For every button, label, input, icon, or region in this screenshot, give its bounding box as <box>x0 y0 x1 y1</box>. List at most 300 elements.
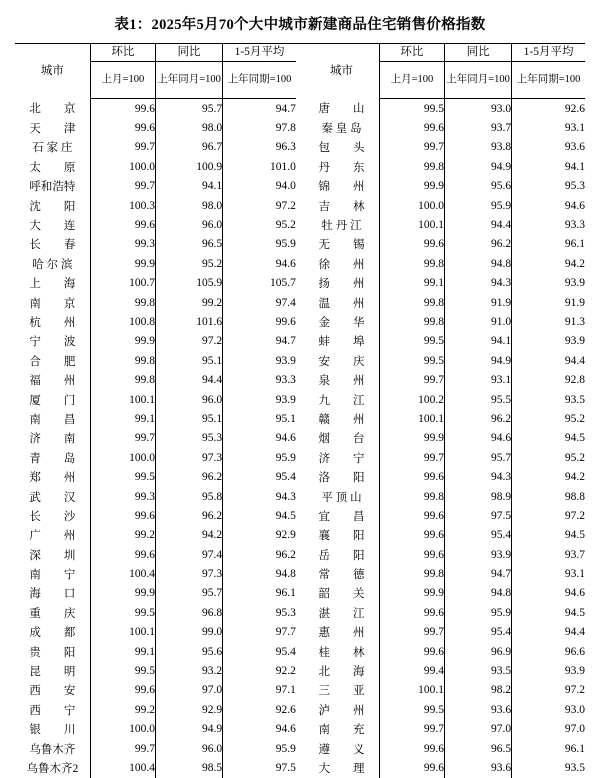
avg-value-left: 94.5 <box>223 506 296 525</box>
city-name-left: 长 沙 <box>29 510 76 523</box>
mom-value-left: 99.6 <box>90 118 155 137</box>
city-name-left: 石 家 庄 <box>32 142 73 155</box>
avg-value-right: 94.4 <box>512 351 585 370</box>
yoy-value-left: 95.7 <box>155 584 222 603</box>
yoy-value-left: 95.6 <box>155 642 222 661</box>
city-name-right: 常 德 <box>318 569 365 582</box>
avg-value-right: 93.6 <box>512 138 585 157</box>
header-mom-right: 环比 <box>379 44 444 62</box>
mom-value-right: 99.6 <box>379 467 444 486</box>
city-name-left: 重 庆 <box>29 607 76 620</box>
mom-value-right: 99.7 <box>379 623 444 642</box>
mom-value-right: 99.5 <box>379 700 444 719</box>
city-name-right: 岳 阳 <box>318 549 365 562</box>
center-gutter <box>296 138 304 157</box>
avg-value-left: 95.2 <box>223 215 296 234</box>
city-name-right: 唐 山 <box>318 103 365 116</box>
mom-value-right: 99.9 <box>379 584 444 603</box>
table-row <box>15 274 585 293</box>
avg-value-left: 95.3 <box>223 603 296 622</box>
city-name-right: 秦 皇 岛 <box>321 123 362 136</box>
yoy-value-right: 95.4 <box>445 526 512 545</box>
city-name-right: 牡 丹 江 <box>321 220 362 233</box>
mom-value-right: 100.1 <box>379 681 444 700</box>
avg-value-right: 97.0 <box>512 720 585 739</box>
header-avg-base-right: 上年同期=100 <box>512 62 585 99</box>
mom-value-left: 99.7 <box>90 138 155 157</box>
avg-value-left: 95.9 <box>223 739 296 758</box>
center-gutter <box>296 758 304 777</box>
yoy-value-right: 93.0 <box>445 99 512 119</box>
center-gutter <box>296 293 304 312</box>
mom-value-left: 100.0 <box>90 720 155 739</box>
yoy-value-right: 93.6 <box>445 758 512 777</box>
city-name-left: 合 肥 <box>29 355 76 368</box>
mom-value-right: 99.8 <box>379 254 444 273</box>
center-gutter <box>296 312 304 331</box>
header-yoy-base-left: 上年同月=100 <box>155 62 222 99</box>
city-name-right: 扬 州 <box>318 278 365 291</box>
yoy-value-left: 96.2 <box>155 506 222 525</box>
table-row <box>15 739 585 758</box>
yoy-value-left: 95.7 <box>155 99 222 119</box>
table-row <box>15 661 585 680</box>
mom-value-left: 99.7 <box>90 739 155 758</box>
mom-value-right: 99.7 <box>379 448 444 467</box>
yoy-value-left: 96.0 <box>155 215 222 234</box>
table-row <box>15 487 585 506</box>
yoy-value-right: 95.5 <box>445 390 512 409</box>
city-name-left: 青 岛 <box>29 452 76 465</box>
city-name-right: 宜 昌 <box>318 510 365 523</box>
center-gutter <box>296 99 304 119</box>
header-avg-left: 1-5月平均 <box>223 44 296 62</box>
yoy-value-right: 94.9 <box>445 351 512 370</box>
yoy-value-left: 100.9 <box>155 157 222 176</box>
mom-value-left: 99.6 <box>90 99 155 119</box>
city-name-left: 杭 州 <box>29 316 76 329</box>
mom-value-left: 99.8 <box>90 370 155 389</box>
yoy-value-right: 93.1 <box>445 370 512 389</box>
center-gutter <box>296 448 304 467</box>
table-row <box>15 99 585 119</box>
mom-value-right: 100.0 <box>379 196 444 215</box>
header-city-right: 城市 <box>304 44 379 99</box>
avg-value-right: 92.8 <box>512 370 585 389</box>
yoy-value-right: 94.6 <box>445 429 512 448</box>
yoy-value-left: 99.0 <box>155 623 222 642</box>
mom-value-right: 100.1 <box>379 409 444 428</box>
city-name-left: 深 圳 <box>29 549 76 562</box>
mom-value-right: 99.5 <box>379 351 444 370</box>
table-row <box>15 196 585 215</box>
center-gutter-header <box>296 44 304 62</box>
yoy-value-left: 96.0 <box>155 739 222 758</box>
table-row <box>15 545 585 564</box>
avg-value-right: 91.3 <box>512 312 585 331</box>
avg-value-left: 95.4 <box>223 642 296 661</box>
center-gutter <box>296 506 304 525</box>
yoy-value-right: 94.9 <box>445 157 512 176</box>
mom-value-left: 99.8 <box>90 351 155 370</box>
header-yoy-left: 同比 <box>155 44 222 62</box>
city-name-left: 大 连 <box>29 220 76 233</box>
city-name-right: 三 亚 <box>318 685 365 698</box>
center-gutter <box>296 351 304 370</box>
yoy-value-right: 95.9 <box>445 603 512 622</box>
city-name-right: 锦 州 <box>318 181 365 194</box>
city-name-right: 温 州 <box>318 297 365 310</box>
mom-value-left: 100.7 <box>90 274 155 293</box>
mom-value-left: 99.2 <box>90 526 155 545</box>
center-gutter <box>296 545 304 564</box>
avg-value-right: 92.6 <box>512 99 585 119</box>
table-row <box>15 564 585 583</box>
yoy-value-left: 93.2 <box>155 661 222 680</box>
yoy-value-left: 98.0 <box>155 118 222 137</box>
city-name-right: 九 江 <box>318 394 365 407</box>
table-row <box>15 758 585 777</box>
mom-value-right: 99.6 <box>379 235 444 254</box>
table-header-row-sub <box>15 62 585 99</box>
center-gutter <box>296 409 304 428</box>
city-name-right: 蚌 埠 <box>318 336 365 349</box>
avg-value-left: 97.8 <box>223 118 296 137</box>
table-row <box>15 623 585 642</box>
yoy-value-left: 96.0 <box>155 390 222 409</box>
avg-value-right: 93.1 <box>512 564 585 583</box>
yoy-value-right: 95.9 <box>445 196 512 215</box>
header-city-left: 城市 <box>15 44 90 99</box>
city-name-left: 上 海 <box>29 278 76 291</box>
header-yoy-right: 同比 <box>445 44 512 62</box>
city-name-left: 南 昌 <box>29 413 76 426</box>
mom-value-left: 99.3 <box>90 487 155 506</box>
yoy-value-right: 94.4 <box>445 215 512 234</box>
yoy-value-left: 95.1 <box>155 409 222 428</box>
yoy-value-left: 92.9 <box>155 700 222 719</box>
center-gutter <box>296 118 304 137</box>
mom-value-right: 99.8 <box>379 293 444 312</box>
avg-value-right: 93.5 <box>512 758 585 777</box>
avg-value-right: 94.2 <box>512 467 585 486</box>
mom-value-right: 99.6 <box>379 526 444 545</box>
yoy-value-left: 95.2 <box>155 254 222 273</box>
city-name-right: 遵 义 <box>318 743 365 756</box>
table-header-row-top <box>15 44 585 62</box>
city-name-right: 韶 关 <box>318 588 365 601</box>
mom-value-left: 99.2 <box>90 700 155 719</box>
city-name-right: 南 充 <box>318 724 365 737</box>
center-gutter <box>296 157 304 176</box>
yoy-value-right: 95.4 <box>445 623 512 642</box>
header-avg-right: 1-5月平均 <box>512 44 585 62</box>
avg-value-left: 92.6 <box>223 700 296 719</box>
yoy-value-right: 95.6 <box>445 177 512 196</box>
yoy-value-right: 94.1 <box>445 332 512 351</box>
city-name-left: 武 汉 <box>29 491 76 504</box>
mom-value-left: 100.0 <box>90 157 155 176</box>
table-row <box>15 293 585 312</box>
table-row <box>15 642 585 661</box>
yoy-value-right: 95.7 <box>445 448 512 467</box>
city-name-right: 惠 州 <box>318 627 365 640</box>
yoy-value-right: 94.3 <box>445 467 512 486</box>
avg-value-left: 94.6 <box>223 429 296 448</box>
yoy-value-left: 105.9 <box>155 274 222 293</box>
mom-value-right: 99.8 <box>379 312 444 331</box>
mom-value-left: 99.8 <box>90 293 155 312</box>
mom-value-left: 99.6 <box>90 681 155 700</box>
avg-value-left: 99.6 <box>223 312 296 331</box>
table-row <box>15 448 585 467</box>
mom-value-left: 100.4 <box>90 564 155 583</box>
avg-value-left: 95.4 <box>223 467 296 486</box>
city-name-right: 包 头 <box>318 142 365 155</box>
yoy-value-right: 94.3 <box>445 274 512 293</box>
table-row <box>15 720 585 739</box>
city-name-left: 西 安 <box>29 685 76 698</box>
center-gutter <box>296 487 304 506</box>
avg-value-left: 97.7 <box>223 623 296 642</box>
center-gutter <box>296 235 304 254</box>
avg-value-left: 97.2 <box>223 196 296 215</box>
yoy-value-right: 98.2 <box>445 681 512 700</box>
mom-value-right: 99.6 <box>379 758 444 777</box>
avg-value-right: 93.7 <box>512 545 585 564</box>
table-row <box>15 312 585 331</box>
city-name-left: 沈 阳 <box>29 200 76 213</box>
mom-value-right: 99.8 <box>379 157 444 176</box>
mom-value-left: 99.5 <box>90 661 155 680</box>
mom-value-right: 100.2 <box>379 390 444 409</box>
yoy-value-left: 96.8 <box>155 603 222 622</box>
avg-value-left: 97.5 <box>223 758 296 777</box>
yoy-value-right: 93.8 <box>445 138 512 157</box>
avg-value-right: 94.1 <box>512 157 585 176</box>
center-gutter <box>296 370 304 389</box>
yoy-value-left: 97.4 <box>155 545 222 564</box>
mom-value-right: 99.6 <box>379 118 444 137</box>
table-body <box>15 99 585 778</box>
avg-value-right: 94.2 <box>512 254 585 273</box>
mom-value-left: 100.4 <box>90 758 155 777</box>
mom-value-right: 99.4 <box>379 661 444 680</box>
center-gutter <box>296 274 304 293</box>
yoy-value-left: 97.3 <box>155 564 222 583</box>
avg-value-right: 93.3 <box>512 215 585 234</box>
yoy-value-left: 95.8 <box>155 487 222 506</box>
center-gutter <box>296 467 304 486</box>
table-row <box>15 429 585 448</box>
avg-value-right: 96.1 <box>512 235 585 254</box>
mom-value-right: 100.1 <box>379 215 444 234</box>
mom-value-right: 99.6 <box>379 739 444 758</box>
yoy-value-right: 94.8 <box>445 254 512 273</box>
city-name-left: 乌鲁木齐2 <box>26 762 79 775</box>
table-row <box>15 157 585 176</box>
avg-value-right: 97.2 <box>512 506 585 525</box>
center-gutter <box>296 332 304 351</box>
center-gutter <box>296 661 304 680</box>
avg-value-right: 93.9 <box>512 661 585 680</box>
city-name-right: 赣 州 <box>318 413 365 426</box>
avg-value-right: 95.3 <box>512 177 585 196</box>
center-gutter <box>296 526 304 545</box>
avg-value-right: 95.2 <box>512 448 585 467</box>
avg-value-right: 93.5 <box>512 390 585 409</box>
city-name-right: 桂 林 <box>318 646 365 659</box>
yoy-value-right: 93.6 <box>445 700 512 719</box>
city-name-right: 湛 江 <box>318 607 365 620</box>
mom-value-right: 99.1 <box>379 274 444 293</box>
mom-value-left: 99.9 <box>90 332 155 351</box>
table-row <box>15 390 585 409</box>
city-name-right: 洛 阳 <box>318 472 365 485</box>
city-name-right: 济 宁 <box>318 452 365 465</box>
yoy-value-right: 98.9 <box>445 487 512 506</box>
center-gutter <box>296 429 304 448</box>
city-name-right: 徐 州 <box>318 258 365 271</box>
table-row <box>15 177 585 196</box>
mom-value-left: 99.6 <box>90 545 155 564</box>
yoy-value-right: 94.7 <box>445 564 512 583</box>
avg-value-left: 93.9 <box>223 351 296 370</box>
city-name-left: 长 春 <box>29 239 76 252</box>
header-mom-base-right: 上月=100 <box>379 62 444 99</box>
city-name-right: 无 锡 <box>318 239 365 252</box>
mom-value-left: 99.6 <box>90 506 155 525</box>
mom-value-left: 99.6 <box>90 215 155 234</box>
center-gutter <box>296 681 304 700</box>
avg-value-left: 101.0 <box>223 157 296 176</box>
table-row <box>15 138 585 157</box>
yoy-value-left: 98.5 <box>155 758 222 777</box>
table-row <box>15 370 585 389</box>
table-row <box>15 526 585 545</box>
city-name-left: 西 宁 <box>29 704 76 717</box>
yoy-value-left: 94.2 <box>155 526 222 545</box>
city-name-left: 北 京 <box>29 103 76 116</box>
avg-value-right: 96.1 <box>512 739 585 758</box>
avg-value-right: 94.5 <box>512 429 585 448</box>
avg-value-left: 96.1 <box>223 584 296 603</box>
yoy-value-left: 96.2 <box>155 467 222 486</box>
avg-value-left: 94.8 <box>223 564 296 583</box>
city-name-left: 福 州 <box>29 375 76 388</box>
yoy-value-left: 99.2 <box>155 293 222 312</box>
avg-value-left: 95.9 <box>223 448 296 467</box>
avg-value-right: 94.4 <box>512 623 585 642</box>
table-row <box>15 254 585 273</box>
table-row <box>15 700 585 719</box>
mom-value-right: 99.9 <box>379 429 444 448</box>
mom-value-right: 99.7 <box>379 720 444 739</box>
city-name-left: 海 口 <box>29 588 76 601</box>
city-name-left: 南 京 <box>29 297 76 310</box>
yoy-value-right: 93.9 <box>445 545 512 564</box>
mom-value-left: 99.9 <box>90 584 155 603</box>
yoy-value-left: 95.1 <box>155 351 222 370</box>
mom-value-left: 99.3 <box>90 235 155 254</box>
mom-value-left: 100.3 <box>90 196 155 215</box>
city-name-right: 大 理 <box>318 762 365 775</box>
yoy-value-left: 97.2 <box>155 332 222 351</box>
city-name-right: 吉 林 <box>318 200 365 213</box>
yoy-value-right: 97.5 <box>445 506 512 525</box>
yoy-value-right: 96.5 <box>445 739 512 758</box>
yoy-value-left: 96.7 <box>155 138 222 157</box>
header-mom-left: 环比 <box>90 44 155 62</box>
avg-value-right: 94.5 <box>512 603 585 622</box>
mom-value-right: 99.6 <box>379 603 444 622</box>
mom-value-left: 100.8 <box>90 312 155 331</box>
yoy-value-right: 96.9 <box>445 642 512 661</box>
city-name-left: 呼和浩特 <box>29 181 76 194</box>
center-gutter <box>296 720 304 739</box>
avg-value-right: 94.5 <box>512 526 585 545</box>
avg-value-left: 95.1 <box>223 409 296 428</box>
avg-value-left: 94.6 <box>223 254 296 273</box>
avg-value-right: 93.9 <box>512 332 585 351</box>
table-row <box>15 118 585 137</box>
avg-value-right: 95.2 <box>512 409 585 428</box>
center-gutter <box>296 603 304 622</box>
mom-value-left: 99.9 <box>90 254 155 273</box>
yoy-value-left: 97.0 <box>155 681 222 700</box>
yoy-value-right: 97.0 <box>445 720 512 739</box>
city-name-right: 烟 台 <box>318 433 365 446</box>
avg-value-left: 93.3 <box>223 370 296 389</box>
center-gutter <box>296 700 304 719</box>
header-avg-base-left: 上年同期=100 <box>223 62 296 99</box>
table-row <box>15 235 585 254</box>
mom-value-left: 99.1 <box>90 409 155 428</box>
table-row <box>15 603 585 622</box>
mom-value-right: 99.6 <box>379 642 444 661</box>
center-gutter <box>296 642 304 661</box>
city-name-right: 北 海 <box>318 666 365 679</box>
mom-value-right: 99.9 <box>379 177 444 196</box>
center-gutter <box>296 623 304 642</box>
avg-value-right: 94.6 <box>512 196 585 215</box>
avg-value-left: 105.7 <box>223 274 296 293</box>
yoy-value-left: 95.3 <box>155 429 222 448</box>
avg-value-right: 93.0 <box>512 700 585 719</box>
center-gutter <box>296 215 304 234</box>
table-row <box>15 351 585 370</box>
city-name-left: 南 宁 <box>29 569 76 582</box>
center-gutter <box>296 739 304 758</box>
city-name-right: 襄 阳 <box>318 530 365 543</box>
mom-value-right: 99.6 <box>379 545 444 564</box>
avg-value-left: 96.3 <box>223 138 296 157</box>
mom-value-left: 99.5 <box>90 603 155 622</box>
mom-value-left: 99.5 <box>90 467 155 486</box>
city-name-left: 太 原 <box>29 161 76 174</box>
center-gutter <box>296 177 304 196</box>
avg-value-right: 94.6 <box>512 584 585 603</box>
yoy-value-left: 98.0 <box>155 196 222 215</box>
yoy-value-right: 96.2 <box>445 235 512 254</box>
yoy-value-left: 101.6 <box>155 312 222 331</box>
yoy-value-left: 94.1 <box>155 177 222 196</box>
avg-value-right: 98.8 <box>512 487 585 506</box>
mom-value-left: 99.7 <box>90 177 155 196</box>
avg-value-left: 94.6 <box>223 720 296 739</box>
city-name-right: 平 顶 山 <box>321 491 362 504</box>
city-name-left: 天 津 <box>29 123 76 136</box>
